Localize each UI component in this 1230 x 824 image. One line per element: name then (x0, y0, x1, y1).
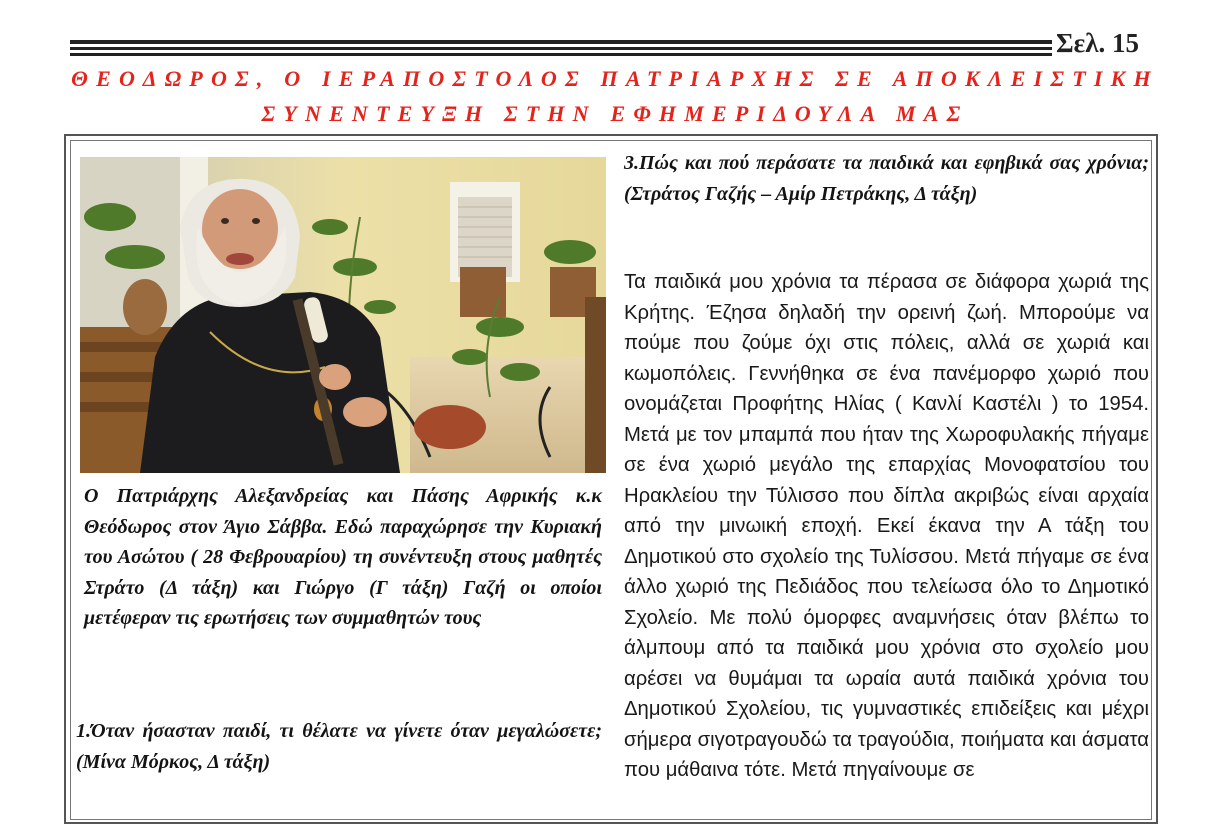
page-number: Σελ. 15 (1056, 28, 1139, 58)
question-3: 3.Πώς και πού περάσατε τα παιδικά και εφηβικά σας χρόνια; (Στράτος Γαζής – Αμίρ Πετράκης, Δ τάξη) (624, 152, 1149, 205)
patriarch-photo (80, 157, 606, 473)
photo-caption: Ο Πατριάρχης Αλεξανδρείας και Πάσης Αφρικής κ.κ Θεόδωρος στον Άγιο Σάββα. Εδώ παραχώρησε την Κυριακή του Ασώτου ( 28 Φεβρουαρίου) τη συνέντευξη στους μαθητές Στράτο (Δ τάξη) και Γιώργο (Γ τάξη) Γαζή οι οποίοι μετέφεραν τις ερωτήσεις των συμμαθητών τους (84, 485, 602, 629)
headline-line-2: ΣΥΝΕΝΤΕΥΞΗ ΣΤΗΝ ΕΦΗΜΕΡΙΔΟΥΛΑ ΜΑΣ (261, 101, 969, 126)
header-rule-top (70, 40, 1052, 44)
question-1: 1.Όταν ήσασταν παιδί, τι θέλατε να γίνετε όταν μεγαλώσετε; (Μίνα Μόρκος, Δ τάξη) (76, 720, 602, 773)
headline-line-1: ΘΕΟΔΩΡΟΣ, Ο ΙΕΡΑΠΟΣΤΟΛΟΣ ΠΑΤΡΙΑΡΧΗΣ ΣΕ ΑΠΟΚΛΕΙΣΤΙΚΗ (71, 66, 1159, 91)
answer-3: Τα παιδικά μου χρόνια τα πέρασα σε διάφορα χωριά της Κρήτης. Έζησα δηλαδή την ορεινή ζωή. Μπορούμε να πούμε που ζούμε όχι στις πόλεις, αλλά σε χωριά και κωμοπόλεις. Γεννήθηκα σε ένα πανέμορφο χωριό που ονομάζεται Προφήτης Ηλίας ( Κανλί Καστέλι ) το 1954. Μετά με τον μπαμπά που ήταν της Χωροφυλακής πήγαμε σε ένα χωριό μεγάλο της επαρχίας Μονοφατσίου του Ηρακλείου την Τύλισσο που δίπλα ακριβώς είναι αρχαία από την μινωική εποχή. Εκεί έκανα την Α τάξη του Δημοτικού στο σχολείο της Τυλίσσου. Μετά πήγαμε σε ένα άλλο χωριό της Πεδιάδος που τελείωσα όλο το Δημοτικό Σχολείο. Με πολύ όμορφες αναμνήσεις όταν βλέπω το άλμπουμ από τα παιδικά μου χρόνια στο σχολείο μου αρέσει να θυμάμαι τα ωραία αυτά παιδικά χρόνια του Δημοτικού Σχολείου, τις γυμναστικές επιδείξεις και μέχρι σήμερα σιγοτραγουδώ τα τραγούδια, ποιήματα και άσματα που μάθαινα τότε. Μετά πηγαίνουμε σε (624, 271, 1149, 781)
photo-illustration (80, 157, 606, 473)
header-rule-middle (70, 47, 1052, 50)
header-rule-bottom (70, 53, 1052, 56)
